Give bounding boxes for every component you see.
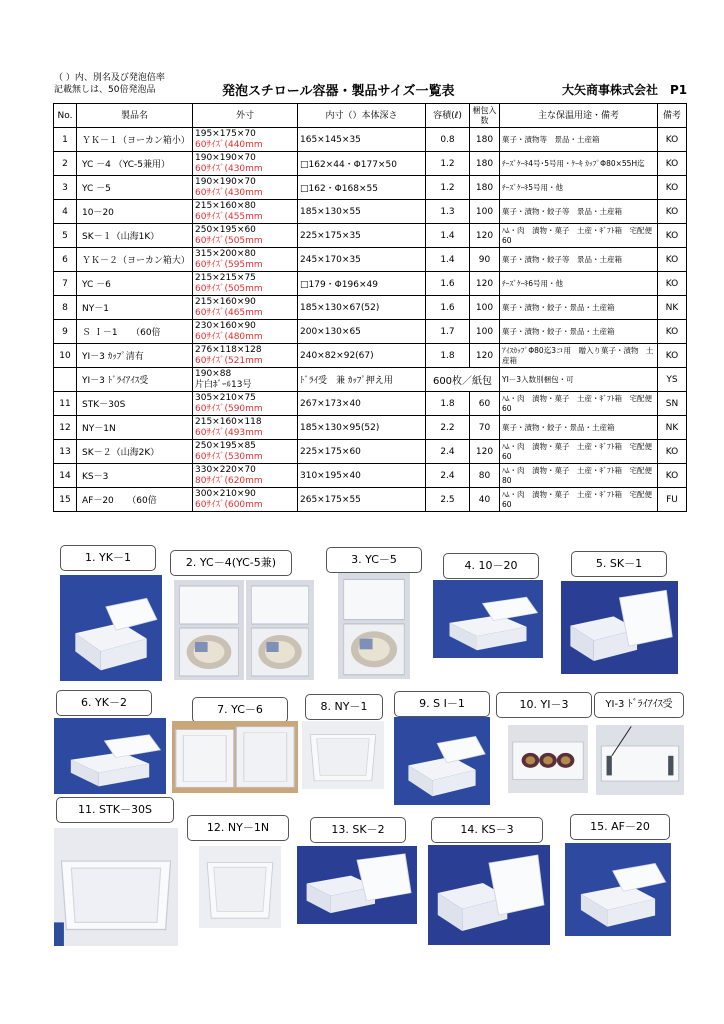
cell-no: 12 [54,416,77,440]
cell-maker: NK [658,296,687,320]
outer-size: 276×118×128 [195,344,262,355]
cell-inner: 245×170×35 [298,248,426,272]
shipping-size: 60ｻｲｽﾞ(521mm [195,355,263,366]
table-row [54,320,687,344]
cell-use: 菓子・漬物・餃子等 景品・土産箱 [500,248,658,272]
photo-sk2 [297,846,417,924]
cell-no: 15 [54,488,77,512]
cell-inner: 200×130×65 [298,320,426,344]
cell-maker: FU [658,488,687,512]
photo-10-20 [433,580,543,658]
table-row [54,152,687,176]
outer-size: 250×195×60 [195,224,256,235]
cell-use: ﾊﾑ・肉 漬物・菓子 土産・ｷﾞﾌﾄ箱 宅配便60 [500,224,658,248]
photo-label-yk1: 1. YK－1 [60,545,156,571]
photo-label-ny1n: 12. NY－1N [187,815,289,841]
cell-outer [193,416,298,440]
page-title: 発泡スチロール容器・製品サイズ一覧表 [222,84,455,99]
cell-name: KS－3 [77,464,193,488]
table-row [54,128,687,152]
cell-pack: 180 [470,128,500,152]
cell-pack: 60 [470,392,500,416]
cell-maker: NK [658,416,687,440]
cell-no: 3 [54,176,77,200]
cell-name: STK－30S [77,392,193,416]
photo-label-ks3: 14. KS－3 [431,817,543,843]
cell-pack: 180 [470,176,500,200]
cell-maker: KO [658,272,687,296]
cell-maker: KO [658,224,687,248]
cell-no: 14 [54,464,77,488]
cell-use: ﾊﾑ・肉 漬物・菓子 土産・ｷﾞﾌﾄ箱 宅配便60 [500,440,658,464]
cell-capacity: 1.4 [426,224,470,248]
photo-label-af20: 15. AF－20 [570,814,670,840]
cell-capacity: 2.4 [426,464,470,488]
cell-inner: 185×130×67(52) [298,296,426,320]
photo-label-yk2: 6. YK－2 [56,690,152,716]
cell-name: NY－1 [77,296,193,320]
cell-use: ﾊﾑ・肉 漬物・菓子 土産・ｷﾞﾌﾄ箱 宅配便80 [500,464,658,488]
col-header-use: 主な保温用途・備考 [500,104,658,128]
cell-inner: 267×173×40 [298,392,426,416]
cell-outer [193,440,298,464]
note-line-1: （ ）内、別名及び発泡倍率 [54,73,165,83]
cell-inner: 225×175×35 [298,224,426,248]
cell-pack: 100 [470,296,500,320]
shipping-size: 60ｻｲｽﾞ(590mm [195,403,263,414]
photo-yc6 [172,721,298,793]
cell-capacity: 1.6 [426,296,470,320]
cell-outer [193,320,298,344]
cell-use: YI－3入数別梱包・可 [500,368,658,392]
shipping-size: 60ｻｲｽﾞ(465mm [195,307,263,318]
shipping-size: 60ｻｲｽﾞ(505mm [195,283,263,294]
cell-pack: 120 [470,224,500,248]
cell-capacity: 0.8 [426,128,470,152]
cell-use: 菓子・漬物・餃子・景品・土産箱 [500,320,658,344]
outer-size: 215×160×118 [195,416,262,427]
photo-yc4-a [174,580,244,680]
cell-outer [193,344,298,368]
cell-outer [193,368,298,392]
note-line-2: 記載無しは、50倍発泡品 [54,85,156,95]
outer-size: 300×210×90 [195,488,256,499]
cell-pack: 70 [470,416,500,440]
outer-size: 230×160×90 [195,320,256,331]
photo-si1 [394,717,490,805]
photo-label-si1: 9. S I－1 [394,691,490,717]
cell-pack: 120 [470,272,500,296]
cell-name: 10－20 [77,200,193,224]
cell-capacity: 1.2 [426,152,470,176]
cell-name: AF－20 （60倍 [77,488,193,512]
cell-maker: KO [658,152,687,176]
cell-outer [193,128,298,152]
cell-maker: KO [658,320,687,344]
cell-outer [193,152,298,176]
photo-ks3 [428,845,550,945]
cell-pack: 100 [470,200,500,224]
photo-label-yc6: 7. YC－6 [192,697,288,723]
cell-outer [193,224,298,248]
shipping-size: 60ｻｲｽﾞ(493mm [195,427,263,438]
table-row [54,200,687,224]
cell-maker: SN [658,392,687,416]
photo-label-sk1: 5. SK－1 [571,551,667,577]
cell-capacity: 1.7 [426,320,470,344]
outer-size: 215×160×90 [195,296,256,307]
table-row [54,464,687,488]
cell-inner: 185×130×55 [298,200,426,224]
outer-size: 215×160×80 [195,200,256,211]
outer-size: 190×190×70 [195,152,256,163]
photo-yk2 [54,718,166,794]
cell-name: YC －6 [77,272,193,296]
cell-inner: 165×145×35 [298,128,426,152]
outer-size: 330×220×70 [195,464,256,475]
product-size-table [53,103,687,512]
cell-outer [193,392,298,416]
cell-outer [193,248,298,272]
cell-use: ﾊﾑ・肉 漬物・菓子 土産・ｷﾞﾌﾄ箱 宅配便60 [500,488,658,512]
outer-size: 250×195×85 [195,440,256,451]
cell-outer [193,176,298,200]
cell-name: YC －5 [77,176,193,200]
outer-size: 305×210×75 [195,392,256,403]
cell-capacity: 1.6 [426,272,470,296]
col-header-capacity: 容積(ℓ) [426,104,470,128]
photo-stk30s [54,828,178,946]
cell-inner: □162×44・Φ177×50 [298,152,426,176]
cell-maker: KO [658,128,687,152]
cell-name: ＹＫ－１（ヨーカン箱小） [77,128,193,152]
shipping-size: 60ｻｲｽﾞ(600mm [195,499,263,510]
photo-label-10-20: 4. 10－20 [443,553,539,579]
cell-inner: □162・Φ168×55 [298,176,426,200]
cell-use: ﾁｰｽﾞｹｰｷ4号･5号用・ｹｰｷ ｶｯﾌﾟΦ80×55H迄 [500,152,658,176]
outer-size: 190×190×70 [195,176,256,187]
cell-capacity: 2.4 [426,440,470,464]
cell-outer [193,272,298,296]
cell-pack: 180 [470,152,500,176]
cell-inner: 310×195×40 [298,464,426,488]
photo-label-yi3: 10. YI－3 [496,692,592,718]
cell-use: ﾊﾑ・肉 漬物・菓子 土産・ｷﾞﾌﾄ箱 宅配便60 [500,392,658,416]
shipping-size: 60ｻｲｽﾞ(505mm [195,235,263,246]
table-row [54,272,687,296]
table-row [54,440,687,464]
shipping-size: 60ｻｲｽﾞ(430mm [195,163,263,174]
cell-inner: 240×82×92(67) [298,344,426,368]
cell-name: SK－１（山海1K） [77,224,193,248]
cell-pack: 80 [470,464,500,488]
shipping-size: 60ｻｲｽﾞ(455mm [195,211,263,222]
col-header-inner: 内寸（）本体深さ [298,104,426,128]
cell-name: NY－1N [77,416,193,440]
cell-pack: 100 [470,320,500,344]
col-header-maker: 備考 [658,104,687,128]
cell-use: 菓子・漬物等 景品・土産箱 [500,128,658,152]
cell-no: 13 [54,440,77,464]
outer-size: 190×88 [195,368,232,379]
photo-label-sk2: 13. SK－2 [310,817,406,843]
photo-af20 [565,843,671,936]
table-row [54,488,687,512]
outer-size: 215×215×75 [195,272,256,283]
cell-pack: 90 [470,248,500,272]
header-note [54,72,165,96]
cell-pack-note: 600枚／紙包 [426,368,500,392]
shipping-size: 60ｻｲｽﾞ(430mm [195,187,263,198]
photo-yi3 [508,725,588,793]
table-row [54,416,687,440]
cell-name: YI－3 ﾄﾞﾗｲｱｲｽ受 [77,368,193,392]
table-row [54,392,687,416]
shipping-size: 80ｻｲｽﾞ(620mm [195,475,263,486]
table-row [54,224,687,248]
photo-yk1 [60,575,162,681]
shipping-size: 60ｻｲｽﾞ(440mm [195,139,263,150]
cell-use: 菓子・漬物・餃子・景品・土産箱 [500,296,658,320]
cell-no: 7 [54,272,77,296]
col-header-name: 製品名 [77,104,193,128]
company-name: 大矢商事株式会社 P1 [562,83,688,97]
outer-size: 315×200×80 [195,248,256,259]
cell-pack: 120 [470,344,500,368]
photo-ny1n [199,846,281,928]
outer-size: 片白ﾎﾞｰﾙ13号 [195,379,252,390]
cell-maker: KO [658,176,687,200]
cell-capacity: 1.4 [426,248,470,272]
cell-inner: 225×175×60 [298,440,426,464]
cell-no [54,368,77,392]
cell-capacity: 1.2 [426,176,470,200]
cell-no: 4 [54,200,77,224]
col-header-pack: 梱包入数 [470,104,500,128]
cell-use: ｱｲｽｶｯﾌﾟΦ80迄3コ用 贈入り菓子・漬物 土産箱 [500,344,658,368]
table-header-row [54,104,687,128]
col-header-no: No. [54,104,77,128]
photo-yc4-b [246,580,314,680]
cell-outer [193,296,298,320]
col-header-outer: 外寸 [193,104,298,128]
photo-yi3-dry [596,725,684,795]
cell-use: 菓子・漬物・餃子等 景品・土産箱 [500,200,658,224]
table-row [54,248,687,272]
table-row [54,344,687,368]
cell-name: YI－3 ｶｯﾌﾟ清有 [77,344,193,368]
shipping-size: 60ｻｲｽﾞ(530mm [195,451,263,462]
cell-outer [193,200,298,224]
cell-no: 10 [54,344,77,368]
cell-pack: 40 [470,488,500,512]
cell-maker: KO [658,200,687,224]
table-row [54,296,687,320]
photo-ny1 [302,721,384,789]
cell-name: Ｓ Ｉ－1 （60倍 [77,320,193,344]
cell-maker: KO [658,440,687,464]
cell-inner: 185×130×95(52) [298,416,426,440]
cell-inner: □179・Φ196×49 [298,272,426,296]
photo-label-yi3-dry: YI-3 ﾄﾞﾗｲｱｲｽ受 [594,692,684,718]
cell-no: 6 [54,248,77,272]
photo-label-yc4: 2. YC－4(YC-5兼) [170,550,292,576]
cell-name: ＹＫ－２（ヨーカン箱大） [77,248,193,272]
cell-no: 11 [54,392,77,416]
cell-capacity: 2.5 [426,488,470,512]
cell-maker: KO [658,464,687,488]
photo-label-stk30s: 11. STK－30S [56,797,174,823]
photo-yc5 [338,573,410,679]
photo-sk1 [561,581,678,674]
cell-name: YC －4 （YC-5兼用） [77,152,193,176]
cell-inner: ﾄﾞﾗｲ受 兼 ｶｯﾌﾟ押え用 [298,368,426,392]
cell-no: 8 [54,296,77,320]
cell-capacity: 1.8 [426,344,470,368]
cell-use: 菓子・漬物・餃子・景品・土産箱 [500,416,658,440]
table-row-extra [54,368,687,392]
cell-maker: KO [658,248,687,272]
cell-name: SK－２（山海2K） [77,440,193,464]
cell-capacity: 2.2 [426,416,470,440]
cell-outer [193,464,298,488]
photo-label-yc5: 3. YC－5 [326,547,422,573]
cell-outer [193,488,298,512]
cell-inner: 265×175×55 [298,488,426,512]
cell-pack: 120 [470,440,500,464]
cell-no: 5 [54,224,77,248]
shipping-size: 60ｻｲｽﾞ(480mm [195,331,263,342]
cell-maker: YS [658,368,687,392]
cell-no: 9 [54,320,77,344]
cell-no: 1 [54,128,77,152]
outer-size: 195×175×70 [195,128,256,139]
cell-capacity: 1.8 [426,392,470,416]
cell-maker: KO [658,344,687,368]
cell-use: ﾁｰｽﾞｹｰｷ5号用・他 [500,176,658,200]
cell-no: 2 [54,152,77,176]
photo-label-ny1: 8. NY－1 [305,694,383,720]
cell-capacity: 1.3 [426,200,470,224]
cell-use: ﾁｰｽﾞｹｰｷ6号用・他 [500,272,658,296]
shipping-size: 60ｻｲｽﾞ(595mm [195,259,263,270]
table-row [54,176,687,200]
